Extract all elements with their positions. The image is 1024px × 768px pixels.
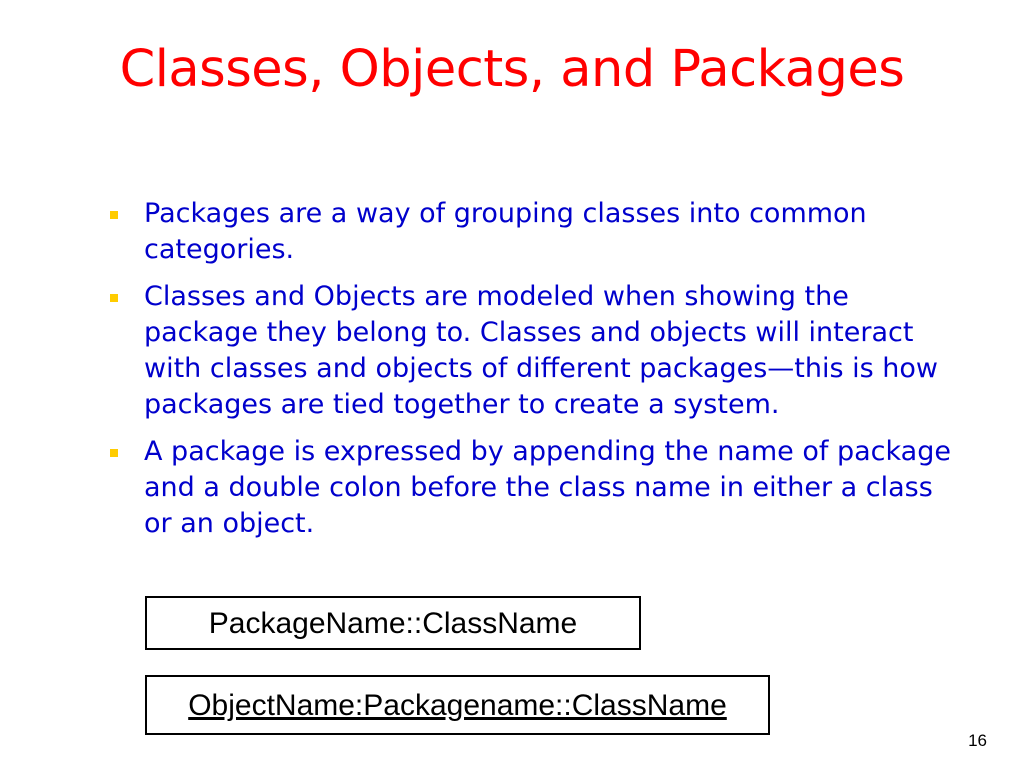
square-bullet-icon [110,449,118,457]
slide-title: Classes, Objects, and Packages [119,40,905,99]
square-bullet-icon [110,294,118,302]
bullet-item [110,279,960,423]
class-notation-box [145,596,641,650]
page-number: 16 [968,731,987,750]
bullet-item [110,434,960,542]
class-notation-text: PackageName::ClassName [208,607,578,640]
bullet-list [110,196,960,553]
object-notation-text: ObjectName:Packagename::ClassName [188,689,727,722]
bullet-item [110,196,960,268]
object-notation-box [145,675,770,735]
square-bullet-icon [110,211,118,219]
bullet-text: Classes and Objects are modeled when showing the package they belong to. Classes and objects will interact with classes and objects of different packages—this is how packages are tied together to create a system. [144,281,939,420]
bullet-text: Packages are a way of grouping classes into common categories. [144,198,867,265]
bullet-text: A package is expressed by appending the name of package and a double colon before the class name in either a class or an object. [144,436,951,539]
